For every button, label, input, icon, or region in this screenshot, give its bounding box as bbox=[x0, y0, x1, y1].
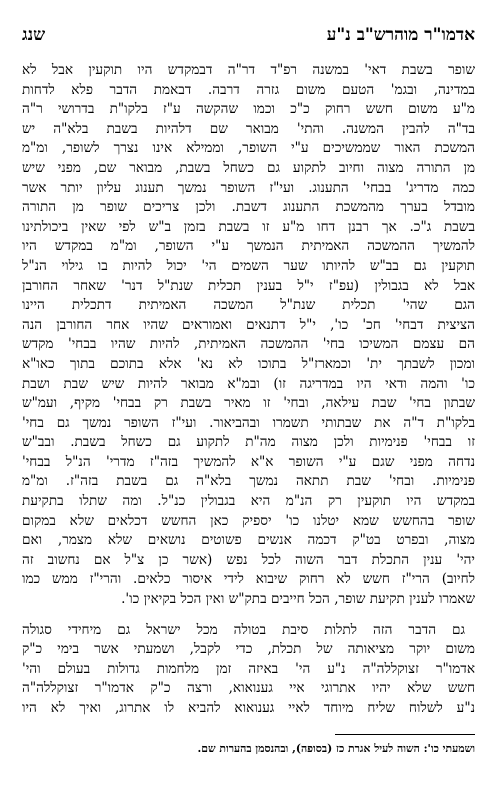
text-line: אבל לא בגבולין (עפ"ז י"ל בענין תכלית שנת"ל דנר' שאחר החורבן bbox=[22, 277, 475, 294]
page-number: שנג bbox=[22, 25, 46, 45]
text-line: כו' והמה ודאי היו במדריגה זו) ובמ"א מבואר להיות שיש שבת ושבת bbox=[22, 375, 475, 392]
body-text bbox=[22, 61, 475, 719]
text-line: לחיוב) הרי"ז חשש לא רחוק שיבוא לידי איסור כלאים. והרי"ז ממש כמו bbox=[22, 571, 475, 588]
text-line: בלקו"ת ד"ה את שבתותי תשמרו ובהביאור. ועי"ז השופר נמשך גם בחי' bbox=[22, 414, 475, 431]
footnote-divider bbox=[335, 734, 475, 735]
text-line: נדחה מפני שגם ע"י השופר א"א להמשיך בזה"ז מדרי' הנ"ל בבחי' bbox=[22, 453, 475, 470]
text-line: שבתון בחי' שבת עילאה, ובחי' זו מאיר בשבת רק בבחי' מקיף, ועמ"ש bbox=[22, 395, 475, 412]
text-line: שופר בשבת דאי' במשנה רפ"ד דר"ה דבמקדש היו תוקעין אבל לא bbox=[22, 62, 475, 78]
text-line: יהי' ענין התכלת דבר השוה לכל נפש (אשר כן צ"ל אם נחשוב זה bbox=[22, 551, 475, 568]
text-line: ומכון לשבתך ית' וכמארז"ל בתוכו לא נא' אלא בתוכם בתוך כאו"א bbox=[22, 355, 475, 372]
text-line: שופר בהחשש שמא יטלנו כו' יספיק כאן החשש דכלאים שלא במקום bbox=[22, 512, 475, 529]
footnote: ושמעתי כו': השוה לעיל אגרת כז (בסופה), ובהנסמן בהערות שם. bbox=[197, 742, 475, 755]
text-line: להמשיך ההמשכה האמיתית הנמשך ע"י השופר, ומ"מ במקדש היו bbox=[22, 238, 475, 255]
text-line: חשש שלא יהיו אתרוגי איי גענואוא, ורצה כ"ק אדמו"ר זצוקללה"ה bbox=[22, 680, 475, 697]
text-line: מצוה, ובפרט בט"ק דכמה אנשים פשוטים נושאים שלא מצמר, ואם bbox=[22, 532, 475, 549]
text-line: בד"ה להבין המשנה. והתי' מבואר שם דלהיות בשבת בלא"ה יש bbox=[22, 120, 475, 137]
page-header bbox=[22, 20, 475, 50]
text-line: הם עצמם המשיכו בחי' ההמשכה האמיתית, להיות שהיו בבחי' מקדש bbox=[22, 336, 475, 353]
text-line: הציצית דבחי' חכ' כו', י"ל דתנאים ואמוראים שהיו אחר החורבן הנה bbox=[22, 316, 475, 333]
text-line: כמה מדריג' בבחי' התענוג. ועי"ז השופר נמשך תענוג עליון יותר אשר bbox=[22, 179, 475, 196]
text-line: גם הדבר הזה לתלות סיבת בטולה מכל ישראל גם מיחידי סגולה bbox=[22, 621, 465, 638]
text-line: משום יוקר מציאותה של תכלת, כדי לקבל, ושמעתי אשר בימי כ"ק bbox=[22, 641, 475, 658]
running-title: אדמו"ר מוהרש"ב נ"ע bbox=[326, 25, 475, 45]
text-line: במקדש היו תוקעין רק הנ"מ היא בגבולין כנ"ל. ומה שתלו בתקיעת bbox=[22, 493, 475, 510]
text-line: הגם שהי' תכלית שנת"ל המשכה האמיתית דתכלית היינו bbox=[22, 297, 475, 314]
text-line: זו בבחי' פנימיות ולכן מצוה מה"ת לתקוע גם כשחל בשבת. ובב"ש bbox=[22, 434, 475, 451]
text-line: תוקעין גם בב"ש להיותו שער השמים הי' יכול להיות בו גילוי הנ"ל bbox=[22, 257, 475, 274]
text-line: בשבת ג"כ. אך רבנן דחו מ"ע זו בשבת בזמן ב"ש לפי שאין ביכולתינו bbox=[22, 218, 475, 235]
text-line: מובדל בערך מהמשכת התענוג דשבת. ולכן צריכים שופר מן התורה bbox=[22, 199, 475, 216]
text-line: נ"ע לשלוח שליח מיוחד לאיי גענואוא להביא לו אתרוג, ואיך לא היו bbox=[22, 700, 475, 716]
text-line: שאמרו לענין תקיעת שופר, הכל חייבים בתק"ש ואין הכל בקיאין כו'. bbox=[121, 591, 475, 608]
paragraph-1 bbox=[22, 61, 475, 610]
text-line: במדינה, ובגמ' הטעם משום גזרה דרבה. דבאמת הדבר פלא לדחות bbox=[22, 81, 475, 98]
text-line: מ"ע משום חשש רחוק כ"כ וכמו שהקשה ע"ז בלקו"ת בדרושי ר"ה bbox=[22, 101, 475, 118]
text-line: פנימיות. ובחי' שבת תתאה נמשך בלא"ה גם בשבת בזה"ז. ומ"מ bbox=[22, 473, 475, 490]
text-line: המשכת האור שממשיכים ע"י השופר, וממילא אינו נצרך לשופר, ומ"מ bbox=[22, 140, 475, 157]
paragraph-2 bbox=[22, 621, 475, 719]
text-line: מן התורה מצוה וחיוב לתקוע גם כשחל בשבת, מבואר שם, מפני שיש bbox=[22, 159, 475, 176]
text-line: אדמו"ר זצוקללה"ה נ"ע הי' באיזה זמן מלחמות גדולות בעולם והי' bbox=[22, 660, 475, 677]
